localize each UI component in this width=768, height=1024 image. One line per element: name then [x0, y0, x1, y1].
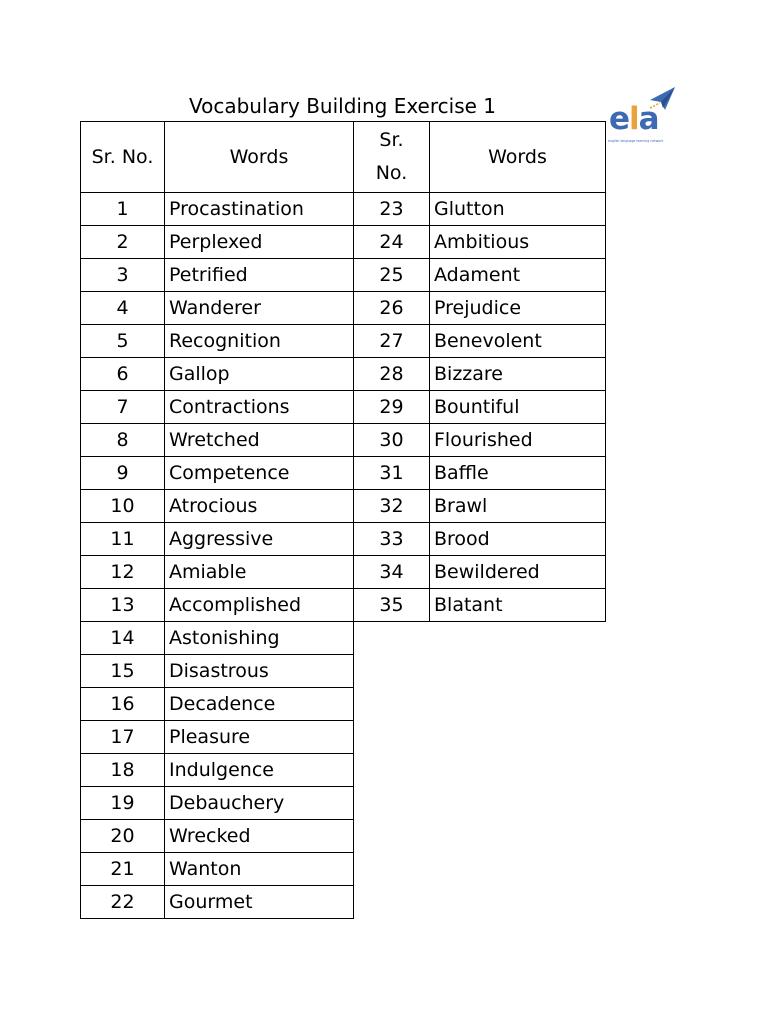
- row-number-right: 32: [354, 490, 430, 523]
- row-number-left: 13: [81, 589, 165, 622]
- row-number-left: 4: [81, 292, 165, 325]
- row-word-left: Amiable: [165, 556, 354, 589]
- row-word-left: Wanderer: [165, 292, 354, 325]
- header-words-left: Words: [165, 122, 354, 193]
- row-word-left: Wanton: [165, 853, 354, 886]
- page-title: Vocabulary Building Exercise 1: [188, 94, 496, 118]
- row-word-left: Atrocious: [165, 490, 354, 523]
- row-number-left: 1: [81, 193, 165, 226]
- logo-wordmark: [609, 100, 659, 138]
- row-word-left: Astonishing: [165, 622, 354, 655]
- row-word-right: Prejudice: [430, 292, 606, 325]
- logo-letter-1: e: [609, 101, 630, 137]
- empty-cell: [354, 622, 606, 655]
- row-word-left: Decadence: [165, 688, 354, 721]
- empty-cell: [354, 655, 606, 688]
- row-word-left: Petrified: [165, 259, 354, 292]
- row-number-left: 2: [81, 226, 165, 259]
- row-word-right: Bewildered: [430, 556, 606, 589]
- row-number-right: 33: [354, 523, 430, 556]
- empty-cell: [354, 853, 606, 886]
- row-word-left: Debauchery: [165, 787, 354, 820]
- row-word-left: Contractions: [165, 391, 354, 424]
- table-row: [81, 523, 606, 556]
- row-number-left: 12: [81, 556, 165, 589]
- row-word-left: Gourmet: [165, 886, 354, 919]
- header-sr-no-left: Sr. No.: [81, 122, 165, 193]
- row-word-left: Aggressive: [165, 523, 354, 556]
- row-word-left: Competence: [165, 457, 354, 490]
- row-number-left: 20: [81, 820, 165, 853]
- row-word-right: Benevolent: [430, 325, 606, 358]
- row-number-left: 19: [81, 787, 165, 820]
- table-row: [81, 358, 606, 391]
- row-number-right: 30: [354, 424, 430, 457]
- table-row: [81, 490, 606, 523]
- row-number-right: 23: [354, 193, 430, 226]
- table-row: [81, 886, 606, 919]
- row-word-right: Adament: [430, 259, 606, 292]
- header-sr-no-right: [354, 122, 430, 193]
- row-word-left: Wretched: [165, 424, 354, 457]
- header-words-right: Words: [430, 122, 606, 193]
- table-row: [81, 226, 606, 259]
- table-row: [81, 556, 606, 589]
- row-number-left: 18: [81, 754, 165, 787]
- row-word-left: Procastination: [165, 193, 354, 226]
- row-number-left: 10: [81, 490, 165, 523]
- row-word-left: Gallop: [165, 358, 354, 391]
- empty-cell: [354, 688, 606, 721]
- row-number-left: 3: [81, 259, 165, 292]
- row-word-left: Disastrous: [165, 655, 354, 688]
- table-row: [81, 292, 606, 325]
- header-sr-no-right-line1: Sr.: [379, 129, 404, 151]
- row-word-right: Blatant: [430, 589, 606, 622]
- row-word-left: Accomplished: [165, 589, 354, 622]
- table-row: [81, 622, 606, 655]
- row-number-left: 16: [81, 688, 165, 721]
- row-number-right: 31: [354, 457, 430, 490]
- table-header-row: [81, 122, 606, 193]
- row-word-left: Perplexed: [165, 226, 354, 259]
- empty-cell: [354, 886, 606, 919]
- table-row: [81, 589, 606, 622]
- table-row: [81, 688, 606, 721]
- row-number-left: 21: [81, 853, 165, 886]
- logo-letter-2: l: [629, 101, 639, 137]
- table-row: [81, 820, 606, 853]
- row-number-left: 8: [81, 424, 165, 457]
- row-word-right: Bountiful: [430, 391, 606, 424]
- row-number-left: 6: [81, 358, 165, 391]
- row-word-right: Bizzare: [430, 358, 606, 391]
- row-number-right: 26: [354, 292, 430, 325]
- header-sr-no-right-line2: No.: [375, 162, 408, 184]
- row-number-left: 9: [81, 457, 165, 490]
- table-row: [81, 721, 606, 754]
- table-row: [81, 325, 606, 358]
- row-number-left: 5: [81, 325, 165, 358]
- row-number-left: 7: [81, 391, 165, 424]
- empty-cell: [354, 787, 606, 820]
- row-number-right: 27: [354, 325, 430, 358]
- row-word-left: Pleasure: [165, 721, 354, 754]
- table-row: [81, 457, 606, 490]
- row-number-left: 14: [81, 622, 165, 655]
- empty-cell: [354, 721, 606, 754]
- row-number-left: 22: [81, 886, 165, 919]
- row-number-right: 35: [354, 589, 430, 622]
- row-word-right: Baffle: [430, 457, 606, 490]
- table-row: [81, 193, 606, 226]
- row-number-right: 29: [354, 391, 430, 424]
- row-number-left: 15: [81, 655, 165, 688]
- table-row: [81, 853, 606, 886]
- table-row: [81, 655, 606, 688]
- empty-cell: [354, 820, 606, 853]
- row-word-right: Brawl: [430, 490, 606, 523]
- logo-tagline: english language learning network: [608, 139, 664, 143]
- vocabulary-table: [80, 121, 606, 919]
- row-number-right: 25: [354, 259, 430, 292]
- table-row: [81, 259, 606, 292]
- row-word-left: Wrecked: [165, 820, 354, 853]
- row-word-right: Glutton: [430, 193, 606, 226]
- logo-letter-3: a: [638, 101, 659, 137]
- row-word-right: Brood: [430, 523, 606, 556]
- table-row: [81, 754, 606, 787]
- row-number-right: 34: [354, 556, 430, 589]
- row-word-left: Indulgence: [165, 754, 354, 787]
- row-word-right: Ambitious: [430, 226, 606, 259]
- table-row: [81, 391, 606, 424]
- row-word-left: Recognition: [165, 325, 354, 358]
- eta-logo: [604, 86, 676, 148]
- row-number-right: 24: [354, 226, 430, 259]
- table-row: [81, 787, 606, 820]
- table-row: [81, 424, 606, 457]
- row-word-right: Flourished: [430, 424, 606, 457]
- row-number-left: 11: [81, 523, 165, 556]
- empty-cell: [354, 754, 606, 787]
- row-number-left: 17: [81, 721, 165, 754]
- row-number-right: 28: [354, 358, 430, 391]
